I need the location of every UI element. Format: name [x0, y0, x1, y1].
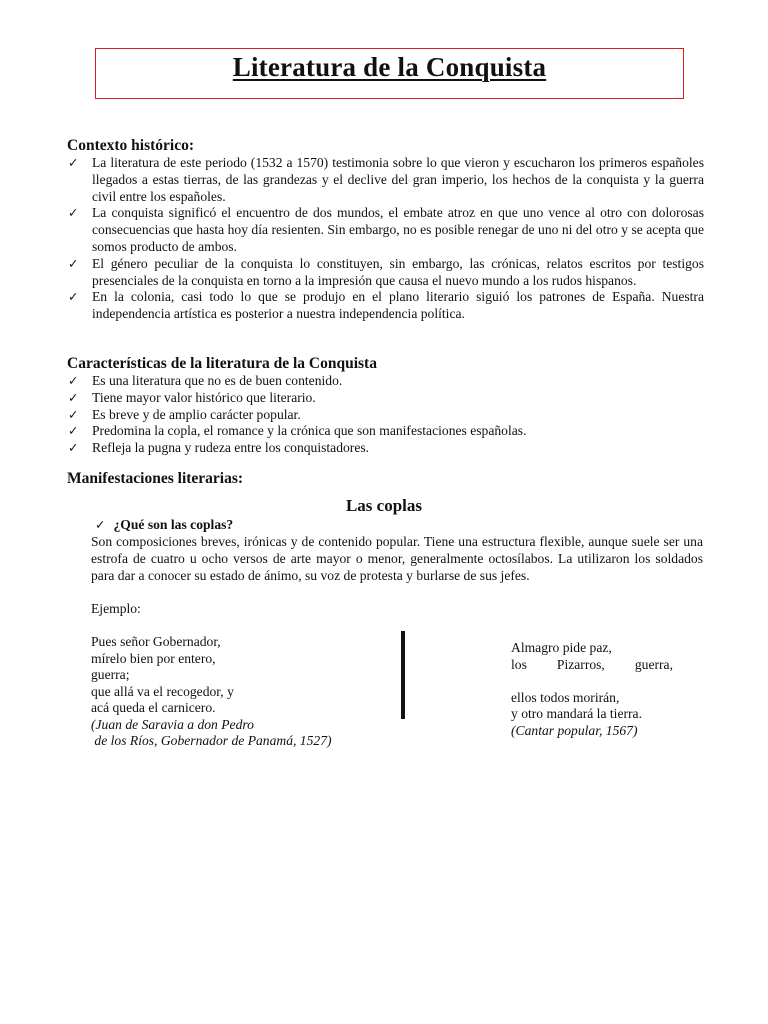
list-item-text: Es breve y de amplio carácter popular.: [92, 406, 301, 422]
checkmark-icon: ✓: [68, 423, 79, 439]
poem-line: Almagro pide paz,: [511, 640, 612, 655]
checkmark-icon: ✓: [68, 373, 79, 388]
list-item-text: Es una literatura que no es de buen contenido.: [92, 373, 343, 388]
poem-line: y otro mandará la tierra.: [511, 706, 642, 721]
poem-line: que allá va el recogedor, y: [91, 683, 234, 699]
stanza-break: [511, 673, 673, 690]
title-box: [95, 48, 684, 99]
poem-line: acá queda el carnicero.: [91, 700, 216, 715]
poem-word: Pizarros,: [556, 656, 605, 672]
list-item: [68, 407, 704, 424]
list-item: [68, 373, 704, 390]
manifestaciones-heading: Manifestaciones literarias:: [67, 470, 244, 487]
page-title: Literatura de la Conquista: [232, 52, 547, 82]
poem-word: los: [511, 656, 527, 672]
example-label: Ejemplo:: [91, 601, 141, 616]
coplas-subheading: Las coplas: [345, 496, 423, 515]
list-item: [68, 440, 704, 457]
list-item-text: El género peculiar de la conquista lo constituyen, sin embargo, las crónicas, relatos escritos por testigos presenciales de la conquista en torno a la impresión que causa el nuevo mundo a los rudos hispanos.: [92, 255, 704, 288]
poem-attribution: (Cantar popular, 1567): [511, 722, 638, 738]
list-item-text: La literatura de este periodo (1532 a 1570) testimonia sobre lo que vieron y escucharon los primeros españoles llegados a estas tierras, de las grandezas y el declive del gran imperio, los hechos de la conquista y la guerra civil entre los españoles.: [92, 155, 704, 204]
contexto-heading: Contexto histórico:: [67, 137, 194, 154]
poem-line: ellos todos morirán,: [511, 689, 620, 705]
checkmark-icon: ✓: [68, 440, 79, 456]
poem-word: guerra,: [634, 656, 673, 672]
checkmark-icon: ✓: [95, 517, 106, 532]
list-item-text: Tiene mayor valor histórico que literario.: [92, 389, 316, 405]
list-item: [68, 256, 704, 290]
list-item: [68, 390, 704, 407]
caracteristicas-heading: Características de la literatura de la Conquista: [67, 355, 377, 372]
checkmark-icon: ✓: [68, 155, 79, 170]
poem-line: Pues señor Gobernador,: [91, 634, 221, 649]
list-item: [68, 205, 704, 255]
list-item: [68, 423, 704, 440]
poem-attribution: de los Ríos, Gobernador de Panamá, 1527): [91, 733, 332, 748]
list-item: [68, 155, 704, 205]
checkmark-icon: ✓: [68, 255, 79, 271]
poem-attribution: (Juan de Saravia a don Pedro: [91, 716, 254, 732]
poem-left: [91, 634, 332, 750]
poem-line-justified: [511, 657, 673, 674]
checkmark-icon: ✓: [68, 289, 79, 305]
poem-line: guerra;: [91, 667, 130, 682]
contexto-list: [68, 155, 704, 323]
checkmark-icon: ✓: [68, 406, 79, 422]
list-item-text: En la colonia, casi todo lo que se produjo en el plano literario siguió los patrones de España. Nuestra independencia artística es posterior a nuestra independencia política.: [92, 289, 704, 322]
checkmark-icon: ✓: [68, 205, 79, 221]
coplas-question: [95, 517, 233, 533]
poem-right: [511, 640, 673, 739]
vertical-divider: [401, 631, 405, 719]
list-item: [68, 289, 704, 323]
question-text: ¿Qué son las coplas?: [113, 517, 234, 532]
poem-line: mírelo bien por entero,: [91, 650, 216, 666]
list-item-text: Predomina la copla, el romance y la crónica que son manifestaciones españolas.: [92, 423, 527, 439]
caracteristicas-list: [68, 373, 704, 457]
checkmark-icon: ✓: [68, 389, 79, 405]
list-item-text: Refleja la pugna y rudeza entre los conquistadores.: [92, 440, 370, 456]
coplas-paragraph: Son composiciones breves, irónicas y de contenido popular. Tiene una estructura flexible, aunque suele ser una estrofa de cuatro u ocho versos de arte mayor o menor, generalmente octosílabos. La utilizaron los soldados para dar a conocer su estado de ánimo, su voz de protesta y burlarse de sus jefes.: [91, 534, 703, 583]
list-item-text: La conquista significó el encuentro de dos mundos, el embate atroz en que uno vence al otro con dolorosas consecuencias que hasta hoy día resienten. Sin embargo, no es posible renegar de uno ni del otro y se acepta que somos producto de ambos.: [92, 205, 704, 254]
